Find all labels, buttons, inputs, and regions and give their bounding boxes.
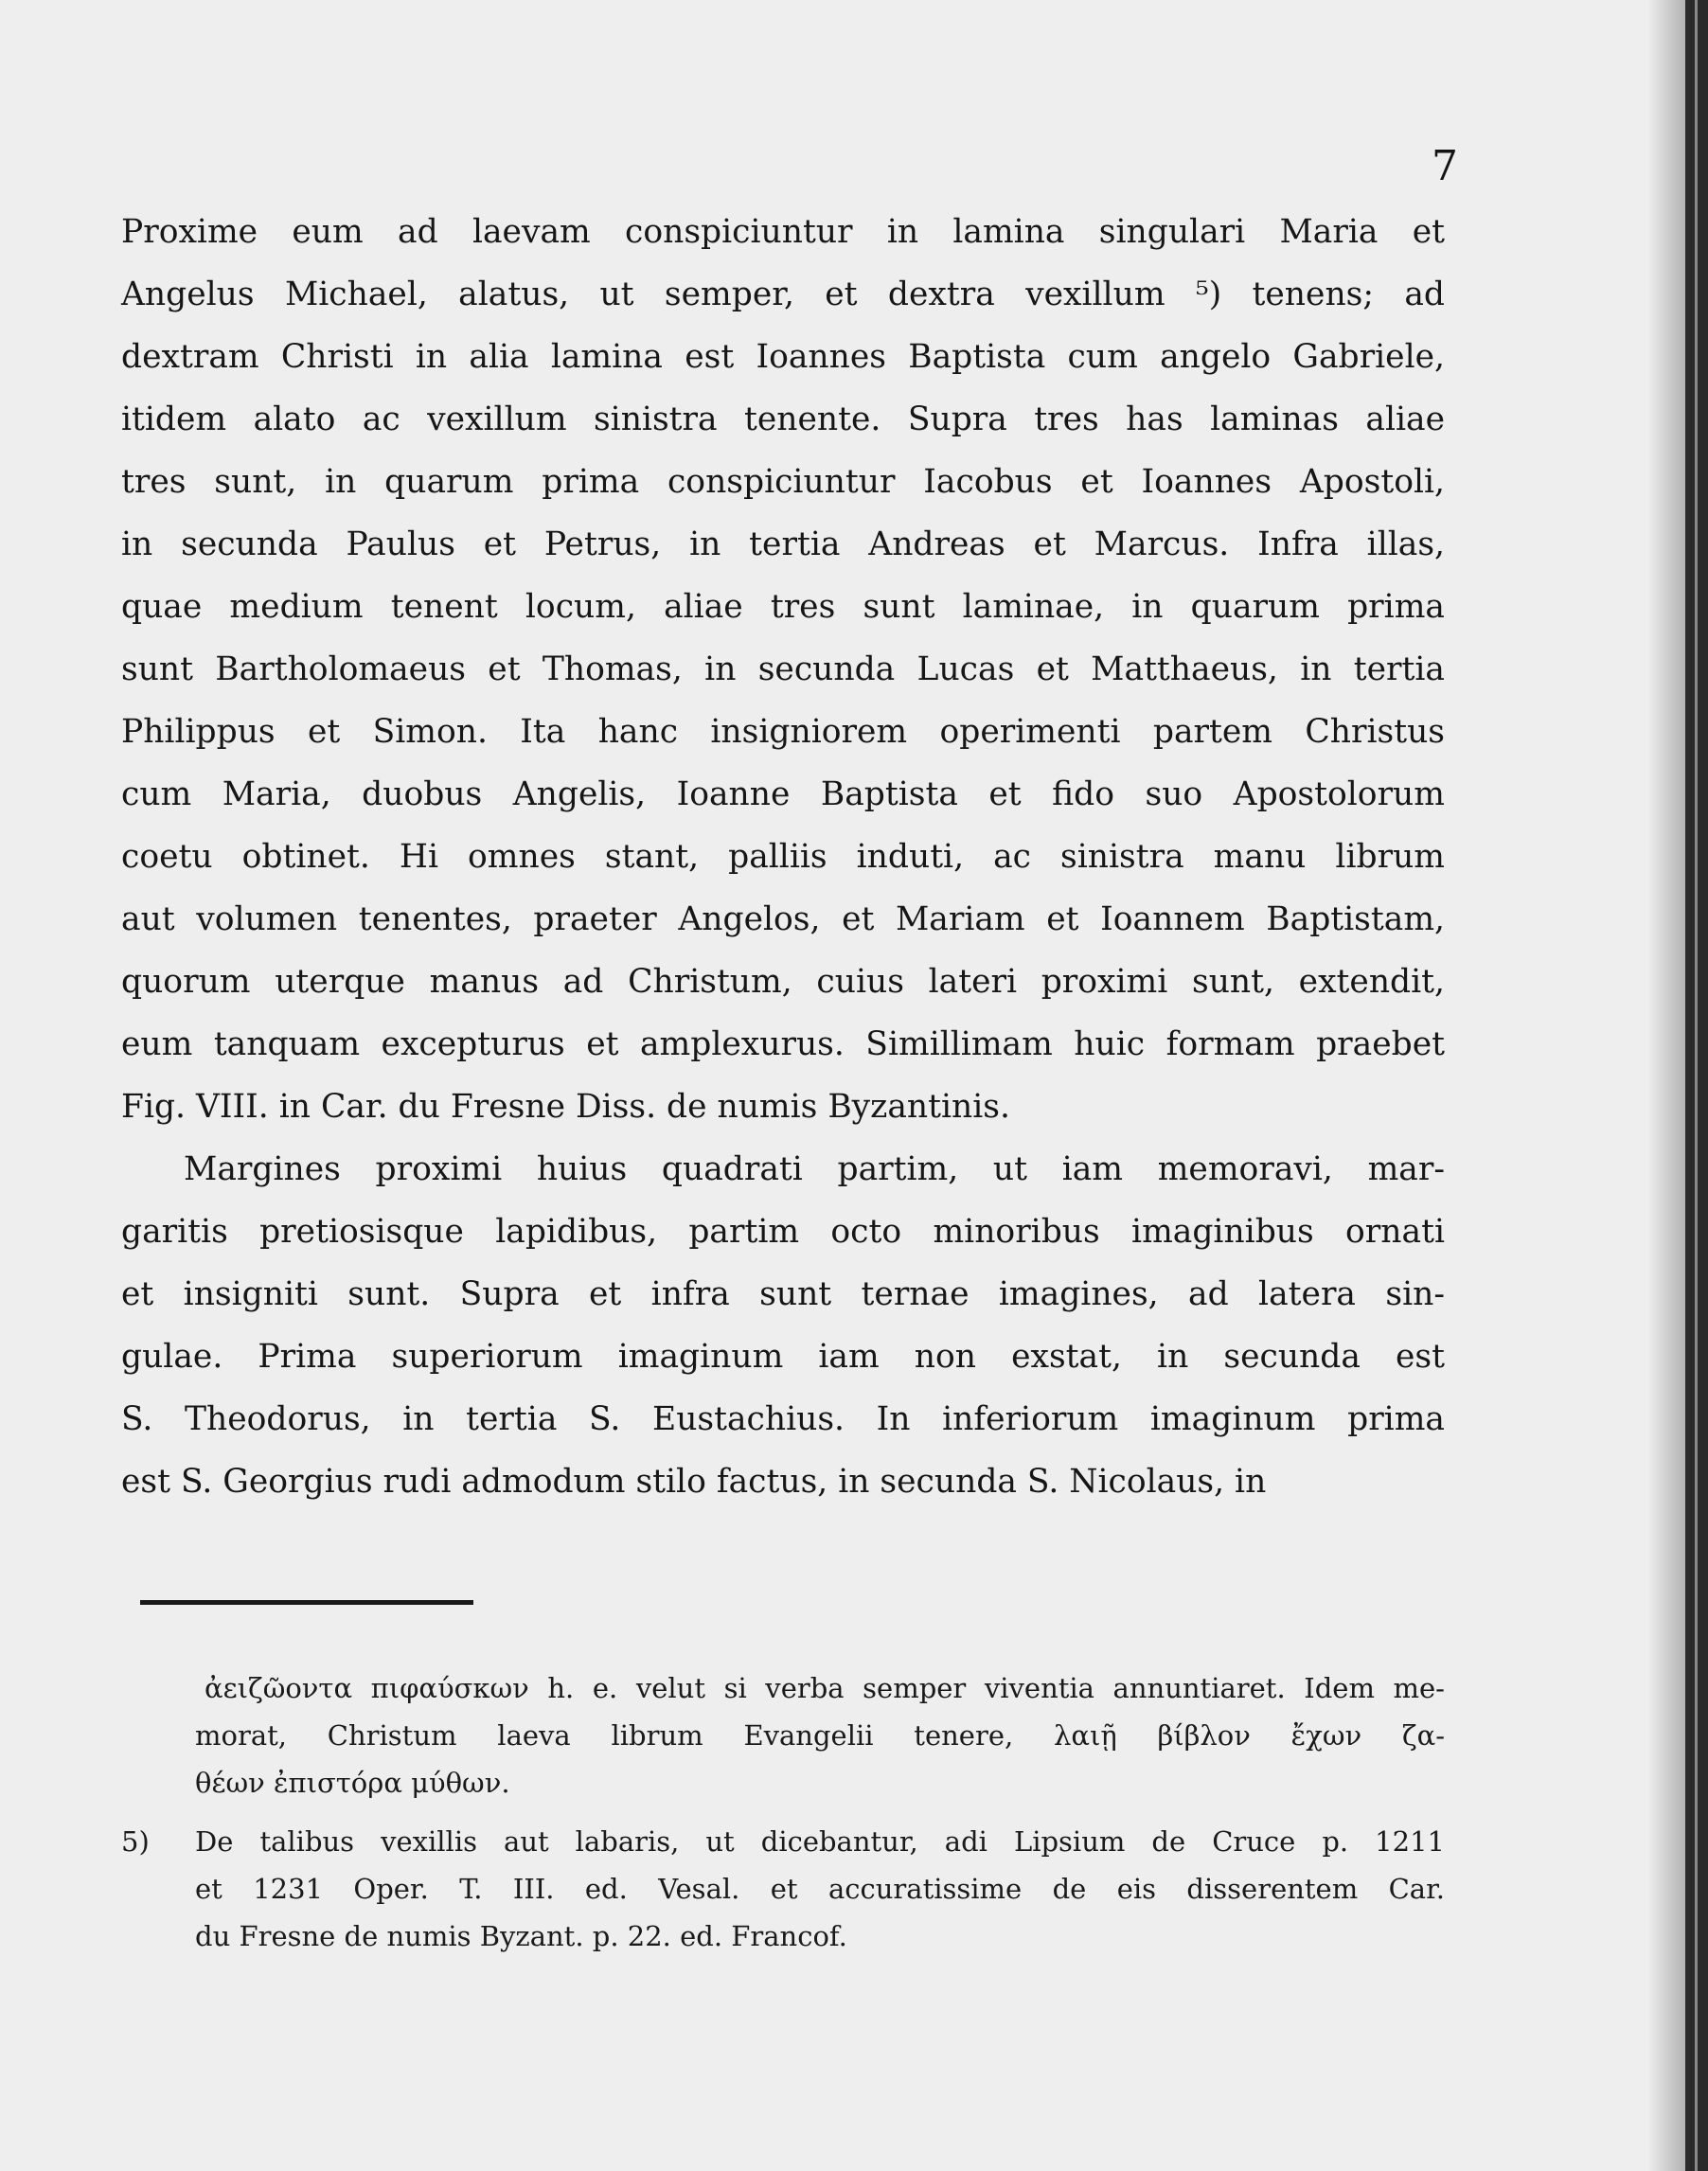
footnote-line: et 1231 Oper. T. III. ed. Vesal. et accuratissime de eis disserentem Car. bbox=[195, 1873, 1445, 1905]
footnote-continued bbox=[121, 1664, 1445, 1806]
body-line: eum tanquam excepturus et amplexurus. Simillimam huic formam praebet bbox=[121, 1025, 1445, 1063]
body-line: itidem alato ac vexillum sinistra tenente. Supra tres has laminas aliae bbox=[121, 400, 1445, 438]
body-line: Margines proximi huius quadrati partim, ut iam memoravi, mar- bbox=[184, 1150, 1445, 1188]
page-number: 7 bbox=[1432, 142, 1458, 190]
body-line: dextram Christi in alia lamina est Ioannes Baptista cum angelo Gabriele, bbox=[121, 338, 1445, 376]
body-line: in secunda Paulus et Petrus, in tertia Andreas et Marcus. Infra illas, bbox=[121, 525, 1445, 563]
footnote-line: morat, Christum laeva librum Evangelii tenere, λαιῇ βίβλον ἔχων ζα- bbox=[195, 1719, 1445, 1752]
body-line: sunt Bartholomaeus et Thomas, in secunda Lucas et Matthaeus, in tertia bbox=[121, 650, 1445, 688]
body-text bbox=[121, 201, 1445, 1513]
body-line: coetu obtinet. Hi omnes stant, palliis induti, ac sinistra manu librum bbox=[121, 838, 1445, 876]
body-line: gulae. Prima superiorum imaginum iam non exstat, in secunda est bbox=[121, 1338, 1445, 1376]
body-line: Angelus Michael, alatus, ut semper, et dextra vexillum ⁵) tenens; ad bbox=[121, 276, 1445, 313]
body-line: et insigniti sunt. Supra et infra sunt ternae imagines, ad latera sin- bbox=[121, 1275, 1445, 1313]
body-line: garitis pretiosisque lapidibus, partim octo minoribus imaginibus ornati bbox=[121, 1213, 1445, 1251]
body-line: cum Maria, duobus Angelis, Ioanne Baptista et fido suo Apostolorum bbox=[121, 775, 1445, 813]
footnote-divider bbox=[140, 1600, 473, 1605]
footnote-line bbox=[121, 1818, 1445, 1865]
footnote-line-text: De talibus vexillis aut labaris, ut dicebantur, adi Lipsium de Cruce p. 1211 bbox=[195, 1825, 1445, 1858]
footnotes bbox=[121, 1664, 1445, 1960]
body-line: Philippus et Simon. Ita hanc insigniorem operimenti partem Christus bbox=[121, 713, 1445, 751]
body-line: aut volumen tenentes, praeter Angelos, et Mariam et Ioannem Baptistam, bbox=[121, 900, 1445, 938]
page-edge-highlight bbox=[1695, 0, 1698, 2171]
footnote-line: θέων ἐπιστόρα μύθων. bbox=[195, 1767, 510, 1799]
footnote-5 bbox=[121, 1818, 1445, 1960]
body-line: est S. Georgius rudi admodum stilo factus, in secunda S. Nicolaus, in bbox=[121, 1463, 1267, 1501]
body-line: Fig. VIII. in Car. du Fresne Diss. de numis Byzantinis. bbox=[121, 1088, 1010, 1126]
body-line: Proxime eum ad laevam conspiciuntur in lamina singulari Maria et bbox=[121, 213, 1445, 251]
body-line: S. Theodorus, in tertia S. Eustachius. In inferiorum imaginum prima bbox=[121, 1400, 1445, 1438]
body-line: quae medium tenent locum, aliae tres sunt laminae, in quarum prima bbox=[121, 588, 1445, 626]
footnote-line: ἀειζῶοντα πιφαύσκων h. e. velut si verba semper viventia annuntiaret. Idem me- bbox=[205, 1672, 1445, 1704]
body-line: tres sunt, in quarum prima conspiciuntur Iacobus et Ioannes Apostoli, bbox=[121, 463, 1445, 501]
body-line: quorum uterque manus ad Christum, cuius lateri proximi sunt, extendit, bbox=[121, 963, 1445, 1001]
footnote-line: du Fresne de numis Byzant. p. 22. ed. Francof. bbox=[195, 1920, 847, 1952]
footnote-mark: 5) bbox=[121, 1825, 150, 1858]
